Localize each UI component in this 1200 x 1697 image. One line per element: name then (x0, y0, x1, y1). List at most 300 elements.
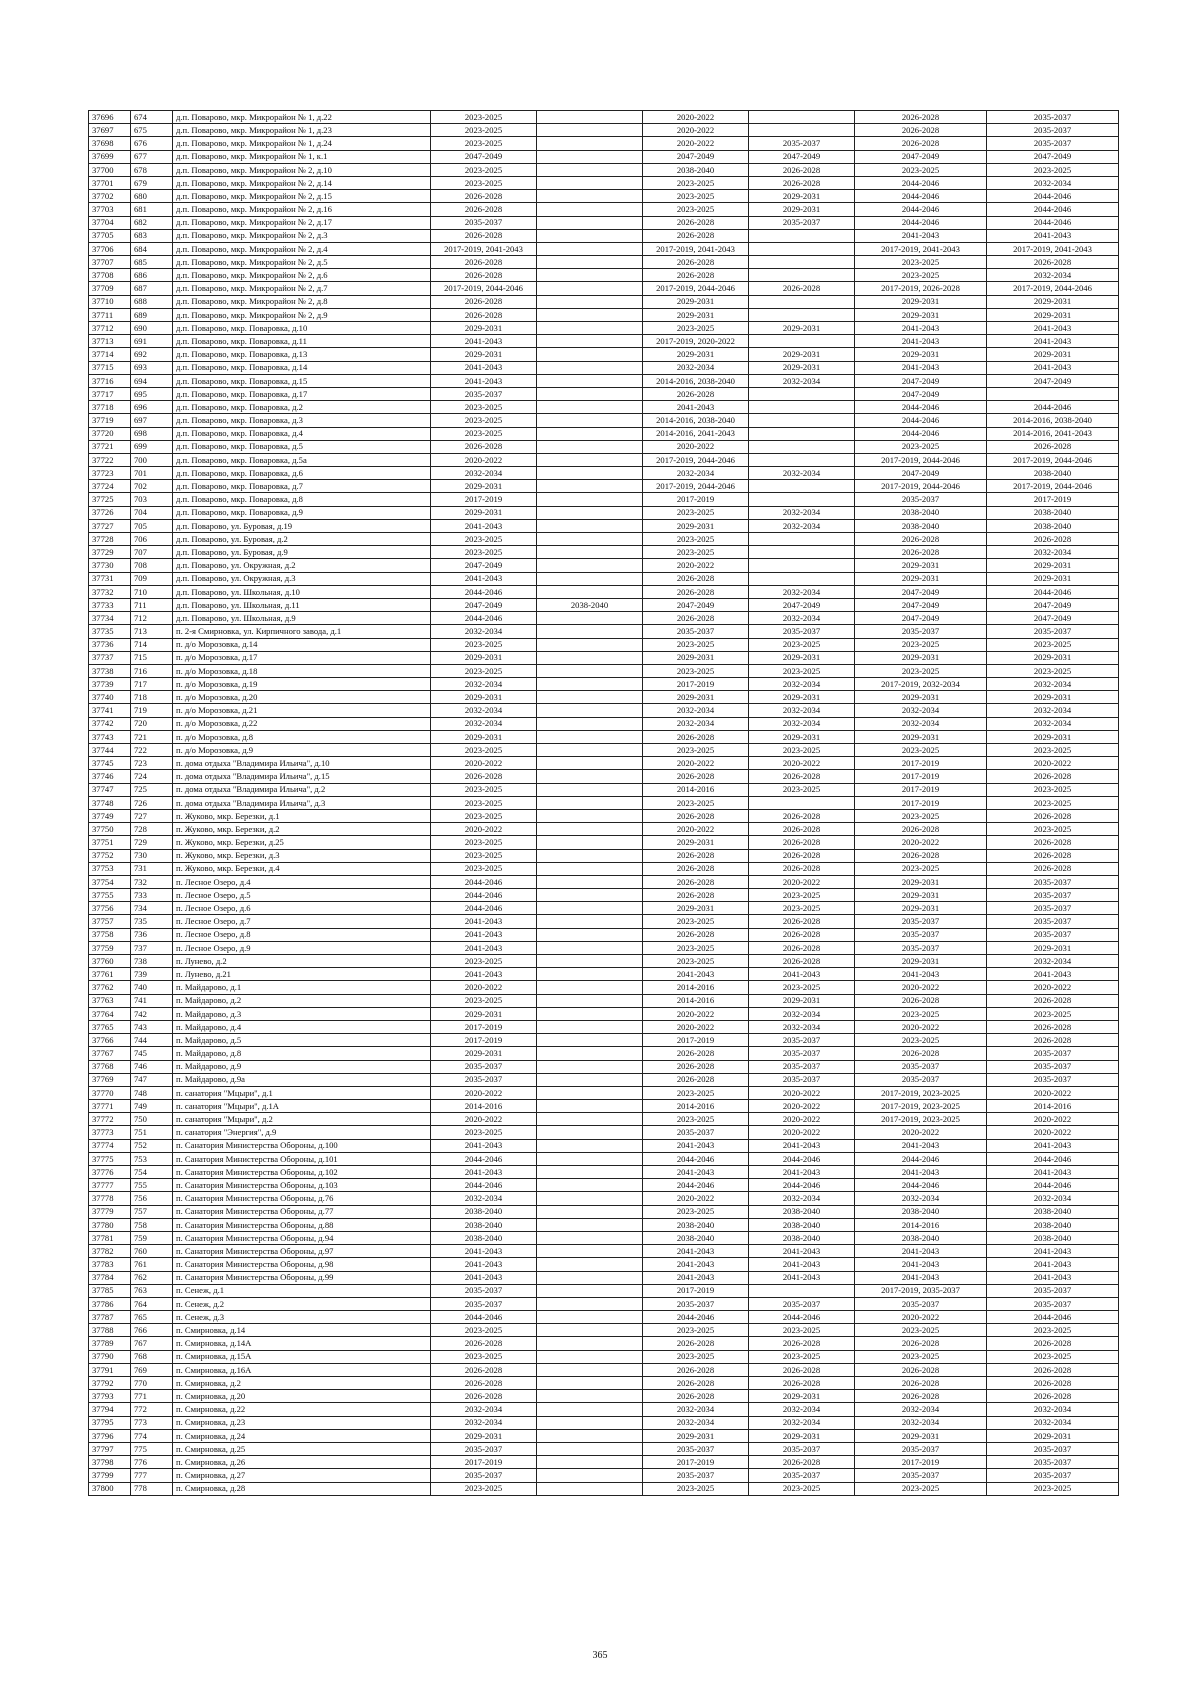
row-number-cell: 768 (131, 1350, 173, 1363)
address-cell: д.п. Поварово, мкр. Микрорайон № 2, д.4 (173, 242, 431, 255)
year-cell-3: 2023-2025 (643, 1086, 749, 1099)
year-cell-3: 2017-2019, 2041-2043 (643, 242, 749, 255)
address-cell: п. Санатория Министерства Обороны, д.88 (173, 1218, 431, 1231)
year-cell-4 (749, 796, 855, 809)
year-cell-4 (749, 387, 855, 400)
row-number-cell: 677 (131, 150, 173, 163)
year-cell-6: 2020-2022 (987, 757, 1119, 770)
year-cell-4: 2041-2043 (749, 1271, 855, 1284)
row-number-cell: 751 (131, 1126, 173, 1139)
year-cell-4: 2029-2031 (749, 361, 855, 374)
year-cell-6: 2026-2028 (987, 836, 1119, 849)
year-cell-6: 2041-2043 (987, 322, 1119, 335)
year-cell-4 (749, 269, 855, 282)
year-cell-1: 2041-2043 (431, 1271, 537, 1284)
row-number-cell: 678 (131, 163, 173, 176)
year-cell-1: 2035-2037 (431, 1073, 537, 1086)
year-cell-6: 2041-2043 (987, 361, 1119, 374)
year-cell-5: 2041-2043 (855, 335, 987, 348)
address-cell: д.п. Поварово, мкр. Поваровка, д.6 (173, 467, 431, 480)
address-cell: д.п. Поварово, мкр. Микрорайон № 1, д.22 (173, 111, 431, 124)
registry-id-cell: 37723 (89, 467, 131, 480)
year-cell-6: 2023-2025 (987, 1007, 1119, 1020)
year-cell-6: 2023-2025 (987, 664, 1119, 677)
row-number-cell: 717 (131, 678, 173, 691)
year-cell-1: 2023-2025 (431, 163, 537, 176)
year-cell-1: 2020-2022 (431, 453, 537, 466)
year-cell-1: 2026-2028 (431, 295, 537, 308)
table-row (89, 796, 1119, 809)
year-cell-3: 2023-2025 (643, 638, 749, 651)
year-cell-4: 2032-2034 (749, 1020, 855, 1033)
table-row (89, 664, 1119, 677)
year-cell-4: 2020-2022 (749, 875, 855, 888)
year-cell-2 (537, 308, 643, 321)
year-cell-2 (537, 1311, 643, 1324)
registry-id-cell: 37733 (89, 598, 131, 611)
address-cell: п. Санатория Министерства Обороны, д.97 (173, 1245, 431, 1258)
address-cell: п. д/о Морозовка, д.21 (173, 704, 431, 717)
registry-id-cell: 37699 (89, 150, 131, 163)
row-number-cell: 744 (131, 1034, 173, 1047)
address-cell: п. Смирновка, д.22 (173, 1403, 431, 1416)
year-cell-6: 2044-2046 (987, 585, 1119, 598)
address-cell: д.п. Поварово, мкр. Микрорайон № 2, д.10 (173, 163, 431, 176)
year-cell-4: 2026-2028 (749, 915, 855, 928)
year-cell-1: 2041-2043 (431, 968, 537, 981)
row-number-cell: 738 (131, 955, 173, 968)
year-cell-3: 2017-2019, 2044-2046 (643, 282, 749, 295)
registry-id-cell: 37790 (89, 1350, 131, 1363)
registry-id-cell: 37761 (89, 968, 131, 981)
year-cell-4: 2041-2043 (749, 1166, 855, 1179)
year-cell-3: 2020-2022 (643, 1007, 749, 1020)
table-row (89, 1416, 1119, 1429)
year-cell-1: 2047-2049 (431, 598, 537, 611)
row-number-cell: 771 (131, 1390, 173, 1403)
row-number-cell: 736 (131, 928, 173, 941)
year-cell-4: 2029-2031 (749, 203, 855, 216)
table-row (89, 401, 1119, 414)
year-cell-5: 2041-2043 (855, 1245, 987, 1258)
year-cell-5: 2017-2019 (855, 757, 987, 770)
registry-id-cell: 37696 (89, 111, 131, 124)
year-cell-1: 2044-2046 (431, 585, 537, 598)
row-number-cell: 757 (131, 1205, 173, 1218)
year-cell-2 (537, 533, 643, 546)
year-cell-1: 2032-2034 (431, 704, 537, 717)
address-cell: д.п. Поварово, мкр. Поваровка, д.7 (173, 480, 431, 493)
year-cell-1: 2020-2022 (431, 1086, 537, 1099)
registry-id-cell: 37759 (89, 941, 131, 954)
address-cell: д.п. Поварово, мкр. Микрорайон № 2, д.16 (173, 203, 431, 216)
year-cell-2 (537, 1271, 643, 1284)
registry-id-cell: 37789 (89, 1337, 131, 1350)
year-cell-4: 2038-2040 (749, 1205, 855, 1218)
year-cell-1: 2023-2025 (431, 427, 537, 440)
address-cell: п. Смирновка, д.26 (173, 1456, 431, 1469)
year-cell-5: 2047-2049 (855, 387, 987, 400)
year-cell-1: 2017-2019 (431, 1034, 537, 1047)
year-cell-5: 2044-2046 (855, 1152, 987, 1165)
table-row (89, 1179, 1119, 1192)
year-cell-6: 2047-2049 (987, 598, 1119, 611)
registry-id-cell: 37782 (89, 1245, 131, 1258)
year-cell-2 (537, 176, 643, 189)
row-number-cell: 691 (131, 335, 173, 348)
address-cell: д.п. Поварово, мкр. Микрорайон № 2, д.8 (173, 295, 431, 308)
table-row (89, 1429, 1119, 1442)
year-cell-4 (749, 242, 855, 255)
year-cell-6: 2032-2034 (987, 955, 1119, 968)
row-number-cell: 743 (131, 1020, 173, 1033)
year-cell-4: 2029-2031 (749, 994, 855, 1007)
year-cell-6: 2032-2034 (987, 269, 1119, 282)
year-cell-4: 2026-2028 (749, 282, 855, 295)
row-number-cell: 725 (131, 783, 173, 796)
year-cell-6: 2029-2031 (987, 691, 1119, 704)
year-cell-2 (537, 1073, 643, 1086)
year-cell-2 (537, 889, 643, 902)
year-cell-4 (749, 124, 855, 137)
year-cell-4: 2023-2025 (749, 1482, 855, 1495)
row-number-cell: 700 (131, 453, 173, 466)
registry-id-cell: 37787 (89, 1311, 131, 1324)
year-cell-3: 2023-2025 (643, 796, 749, 809)
year-cell-5: 2017-2019 (855, 1456, 987, 1469)
row-number-cell: 755 (131, 1179, 173, 1192)
table-row (89, 1007, 1119, 1020)
address-cell: п. д/о Морозовка, д.9 (173, 744, 431, 757)
year-cell-2 (537, 519, 643, 532)
year-cell-1: 2023-2025 (431, 994, 537, 1007)
registry-id-cell: 37749 (89, 809, 131, 822)
year-cell-4: 2035-2037 (749, 625, 855, 638)
year-cell-2 (537, 783, 643, 796)
year-cell-6: 2035-2037 (987, 1047, 1119, 1060)
row-number-cell: 729 (131, 836, 173, 849)
table-row (89, 757, 1119, 770)
year-cell-2 (537, 862, 643, 875)
year-cell-3: 2035-2037 (643, 625, 749, 638)
row-number-cell: 722 (131, 744, 173, 757)
year-cell-6: 2041-2043 (987, 1258, 1119, 1271)
year-cell-6: 2020-2022 (987, 1126, 1119, 1139)
table-row (89, 1403, 1119, 1416)
year-cell-6: 2035-2037 (987, 915, 1119, 928)
row-number-cell: 695 (131, 387, 173, 400)
address-cell: д.п. Поварово, мкр. Поваровка, д.15 (173, 374, 431, 387)
year-cell-4 (749, 401, 855, 414)
address-cell: п. Смирновка, д.24 (173, 1429, 431, 1442)
table-row (89, 124, 1119, 137)
year-cell-6: 2029-2031 (987, 348, 1119, 361)
year-cell-3: 2017-2019, 2020-2022 (643, 335, 749, 348)
year-cell-6: 2035-2037 (987, 889, 1119, 902)
year-cell-5: 2038-2040 (855, 1231, 987, 1244)
year-cell-5: 2041-2043 (855, 361, 987, 374)
table-row (89, 256, 1119, 269)
address-cell: п. Смирновка, д.14А (173, 1337, 431, 1350)
address-cell: п. Смирновка, д.27 (173, 1469, 431, 1482)
year-cell-1: 2026-2028 (431, 190, 537, 203)
year-cell-1: 2017-2019, 2044-2046 (431, 282, 537, 295)
year-cell-4 (749, 1284, 855, 1297)
year-cell-3: 2041-2043 (643, 1139, 749, 1152)
year-cell-6: 2035-2037 (987, 137, 1119, 150)
year-cell-1: 2017-2019, 2041-2043 (431, 242, 537, 255)
registry-id-cell: 37706 (89, 242, 131, 255)
table-row (89, 928, 1119, 941)
year-cell-6: 2026-2028 (987, 770, 1119, 783)
year-cell-1: 2047-2049 (431, 559, 537, 572)
year-cell-3: 2026-2028 (643, 862, 749, 875)
registry-id-cell: 37762 (89, 981, 131, 994)
year-cell-2 (537, 440, 643, 453)
row-number-cell: 731 (131, 862, 173, 875)
year-cell-6: 2035-2037 (987, 1297, 1119, 1310)
year-cell-6: 2020-2022 (987, 981, 1119, 994)
table-row (89, 572, 1119, 585)
year-cell-3: 2014-2016 (643, 783, 749, 796)
registry-id-cell: 37701 (89, 176, 131, 189)
year-cell-3: 2014-2016 (643, 994, 749, 1007)
year-cell-4: 2026-2028 (749, 836, 855, 849)
year-cell-6: 2026-2028 (987, 1363, 1119, 1376)
table-row (89, 823, 1119, 836)
registry-id-cell: 37758 (89, 928, 131, 941)
year-cell-3: 2047-2049 (643, 598, 749, 611)
row-number-cell: 702 (131, 480, 173, 493)
year-cell-2 (537, 1205, 643, 1218)
year-cell-5: 2020-2022 (855, 1020, 987, 1033)
year-cell-3: 2026-2028 (643, 1337, 749, 1350)
address-cell: п. Жуково, мкр. Березки, д.25 (173, 836, 431, 849)
year-cell-2 (537, 1060, 643, 1073)
year-cell-4 (749, 414, 855, 427)
year-cell-1: 2023-2025 (431, 401, 537, 414)
row-number-cell: 720 (131, 717, 173, 730)
year-cell-2 (537, 1297, 643, 1310)
address-cell: п. д/о Морозовка, д.17 (173, 651, 431, 664)
registry-id-cell: 37710 (89, 295, 131, 308)
year-cell-4 (749, 480, 855, 493)
table-row (89, 941, 1119, 954)
year-cell-5: 2023-2025 (855, 1482, 987, 1495)
table-row (89, 1390, 1119, 1403)
address-cell: п. Майдарово, д.9а (173, 1073, 431, 1086)
year-cell-4: 2026-2028 (749, 163, 855, 176)
year-cell-4: 2026-2028 (749, 770, 855, 783)
year-cell-4: 2029-2031 (749, 322, 855, 335)
row-number-cell: 776 (131, 1456, 173, 1469)
year-cell-3: 2014-2016, 2038-2040 (643, 414, 749, 427)
table-row (89, 1284, 1119, 1297)
table-row (89, 348, 1119, 361)
registry-id-cell: 37738 (89, 664, 131, 677)
year-cell-2 (537, 1377, 643, 1390)
year-cell-4 (749, 559, 855, 572)
year-cell-5: 2044-2046 (855, 216, 987, 229)
year-cell-1: 2017-2019 (431, 1020, 537, 1033)
address-cell: п. Санатория Министерства Обороны, д.77 (173, 1205, 431, 1218)
registry-id-cell: 37702 (89, 190, 131, 203)
year-cell-2 (537, 1007, 643, 1020)
year-cell-6: 2041-2043 (987, 1139, 1119, 1152)
row-number-cell: 708 (131, 559, 173, 572)
year-cell-4: 2041-2043 (749, 1245, 855, 1258)
row-number-cell: 762 (131, 1271, 173, 1284)
year-cell-3: 2017-2019 (643, 493, 749, 506)
registry-id-cell: 37697 (89, 124, 131, 137)
year-cell-4: 2044-2046 (749, 1311, 855, 1324)
year-cell-2 (537, 836, 643, 849)
year-cell-3: 2023-2025 (643, 190, 749, 203)
table-row (89, 1324, 1119, 1337)
year-cell-2 (537, 994, 643, 1007)
year-cell-4 (749, 256, 855, 269)
year-cell-3: 2023-2025 (643, 506, 749, 519)
year-cell-4: 2026-2028 (749, 941, 855, 954)
registry-id-cell: 37705 (89, 229, 131, 242)
year-cell-4: 2032-2034 (749, 612, 855, 625)
year-cell-3: 2014-2016 (643, 981, 749, 994)
year-cell-1: 2032-2034 (431, 678, 537, 691)
year-cell-4: 2023-2025 (749, 902, 855, 915)
registry-id-cell: 37732 (89, 585, 131, 598)
year-cell-1: 2026-2028 (431, 256, 537, 269)
address-cell: п. Санатория Министерства Обороны, д.76 (173, 1192, 431, 1205)
registry-id-cell: 37783 (89, 1258, 131, 1271)
year-cell-6: 2023-2025 (987, 783, 1119, 796)
row-number-cell: 764 (131, 1297, 173, 1310)
year-cell-5: 2026-2028 (855, 137, 987, 150)
year-cell-2 (537, 651, 643, 664)
address-cell: п. Сенеж, д.3 (173, 1311, 431, 1324)
registry-id-cell: 37770 (89, 1086, 131, 1099)
row-number-cell: 714 (131, 638, 173, 651)
year-cell-6: 2041-2043 (987, 335, 1119, 348)
year-cell-5: 2020-2022 (855, 1311, 987, 1324)
registry-id-cell: 37714 (89, 348, 131, 361)
address-cell: п. Смирновка, д.2 (173, 1377, 431, 1390)
year-cell-6: 2047-2049 (987, 150, 1119, 163)
row-number-cell: 748 (131, 1086, 173, 1099)
year-cell-6: 2035-2037 (987, 928, 1119, 941)
year-cell-2 (537, 1324, 643, 1337)
address-cell: д.п. Поварово, мкр. Поваровка, д.10 (173, 322, 431, 335)
year-cell-4: 2032-2034 (749, 467, 855, 480)
address-cell: п. Жуково, мкр. Березки, д.1 (173, 809, 431, 822)
year-cell-2 (537, 1442, 643, 1455)
year-cell-2 (537, 414, 643, 427)
year-cell-2 (537, 269, 643, 282)
table-row (89, 691, 1119, 704)
address-cell: п. дома отдыха "Владимира Ильича", д.10 (173, 757, 431, 770)
year-cell-1: 2032-2034 (431, 1416, 537, 1429)
year-cell-4: 2023-2025 (749, 1350, 855, 1363)
year-cell-6: 2014-2016, 2038-2040 (987, 414, 1119, 427)
year-cell-6: 2035-2037 (987, 625, 1119, 638)
year-cell-6: 2035-2037 (987, 902, 1119, 915)
address-cell: п. Лесное Озеро, д.5 (173, 889, 431, 902)
address-cell: п. Майдарово, д.4 (173, 1020, 431, 1033)
year-cell-4 (749, 308, 855, 321)
year-cell-1: 2023-2025 (431, 955, 537, 968)
registry-id-cell: 37735 (89, 625, 131, 638)
table-row (89, 519, 1119, 532)
address-cell: п. санатория "Мцыри", д.2 (173, 1113, 431, 1126)
year-cell-2 (537, 453, 643, 466)
year-cell-3: 2026-2028 (643, 1047, 749, 1060)
year-cell-3: 2047-2049 (643, 150, 749, 163)
row-number-cell: 715 (131, 651, 173, 664)
table-row (89, 387, 1119, 400)
year-cell-1: 2041-2043 (431, 928, 537, 941)
year-cell-4 (749, 533, 855, 546)
year-cell-1: 2023-2025 (431, 1350, 537, 1363)
year-cell-6: 2023-2025 (987, 638, 1119, 651)
table-row (89, 335, 1119, 348)
address-cell: п. Санатория Министерства Обороны, д.94 (173, 1231, 431, 1244)
year-cell-5: 2044-2046 (855, 190, 987, 203)
year-cell-2 (537, 849, 643, 862)
year-cell-4: 2041-2043 (749, 968, 855, 981)
year-cell-1: 2038-2040 (431, 1205, 537, 1218)
year-cell-5: 2026-2028 (855, 1337, 987, 1350)
row-number-cell: 689 (131, 308, 173, 321)
year-cell-5: 2035-2037 (855, 1442, 987, 1455)
year-cell-3: 2029-2031 (643, 308, 749, 321)
year-cell-4: 2026-2028 (749, 809, 855, 822)
year-cell-6: 2035-2037 (987, 124, 1119, 137)
year-cell-3: 2023-2025 (643, 941, 749, 954)
row-number-cell: 730 (131, 849, 173, 862)
address-cell: д.п. Поварово, ул. Буровая, д.19 (173, 519, 431, 532)
year-cell-3: 2023-2025 (643, 915, 749, 928)
year-cell-3: 2029-2031 (643, 295, 749, 308)
year-cell-3: 2026-2028 (643, 875, 749, 888)
year-cell-2 (537, 111, 643, 124)
address-cell: д.п. Поварово, ул. Школьная, д.10 (173, 585, 431, 598)
year-cell-1: 2023-2025 (431, 783, 537, 796)
year-cell-2 (537, 1166, 643, 1179)
registry-id-cell: 37715 (89, 361, 131, 374)
row-number-cell: 687 (131, 282, 173, 295)
table-row (89, 374, 1119, 387)
year-cell-6: 2032-2034 (987, 546, 1119, 559)
table-row (89, 1271, 1119, 1284)
address-cell: п. Санатория Министерства Обороны, д.99 (173, 1271, 431, 1284)
year-cell-3: 2038-2040 (643, 163, 749, 176)
table-row (89, 1126, 1119, 1139)
year-cell-3: 2020-2022 (643, 757, 749, 770)
registry-id-cell: 37707 (89, 256, 131, 269)
address-cell: д.п. Поварово, мкр. Поваровка, д.13 (173, 348, 431, 361)
year-cell-1: 2023-2025 (431, 414, 537, 427)
table-row (89, 598, 1119, 611)
row-number-cell: 704 (131, 506, 173, 519)
address-cell: п. д/о Морозовка, д.19 (173, 678, 431, 691)
year-cell-1: 2026-2028 (431, 229, 537, 242)
row-number-cell: 701 (131, 467, 173, 480)
row-number-cell: 772 (131, 1403, 173, 1416)
year-cell-5: 2023-2025 (855, 1007, 987, 1020)
year-cell-6: 2026-2028 (987, 849, 1119, 862)
year-cell-1: 2029-2031 (431, 1007, 537, 1020)
address-cell: п. дома отдыха "Владимира Ильича", д.2 (173, 783, 431, 796)
year-cell-6: 2032-2034 (987, 1416, 1119, 1429)
